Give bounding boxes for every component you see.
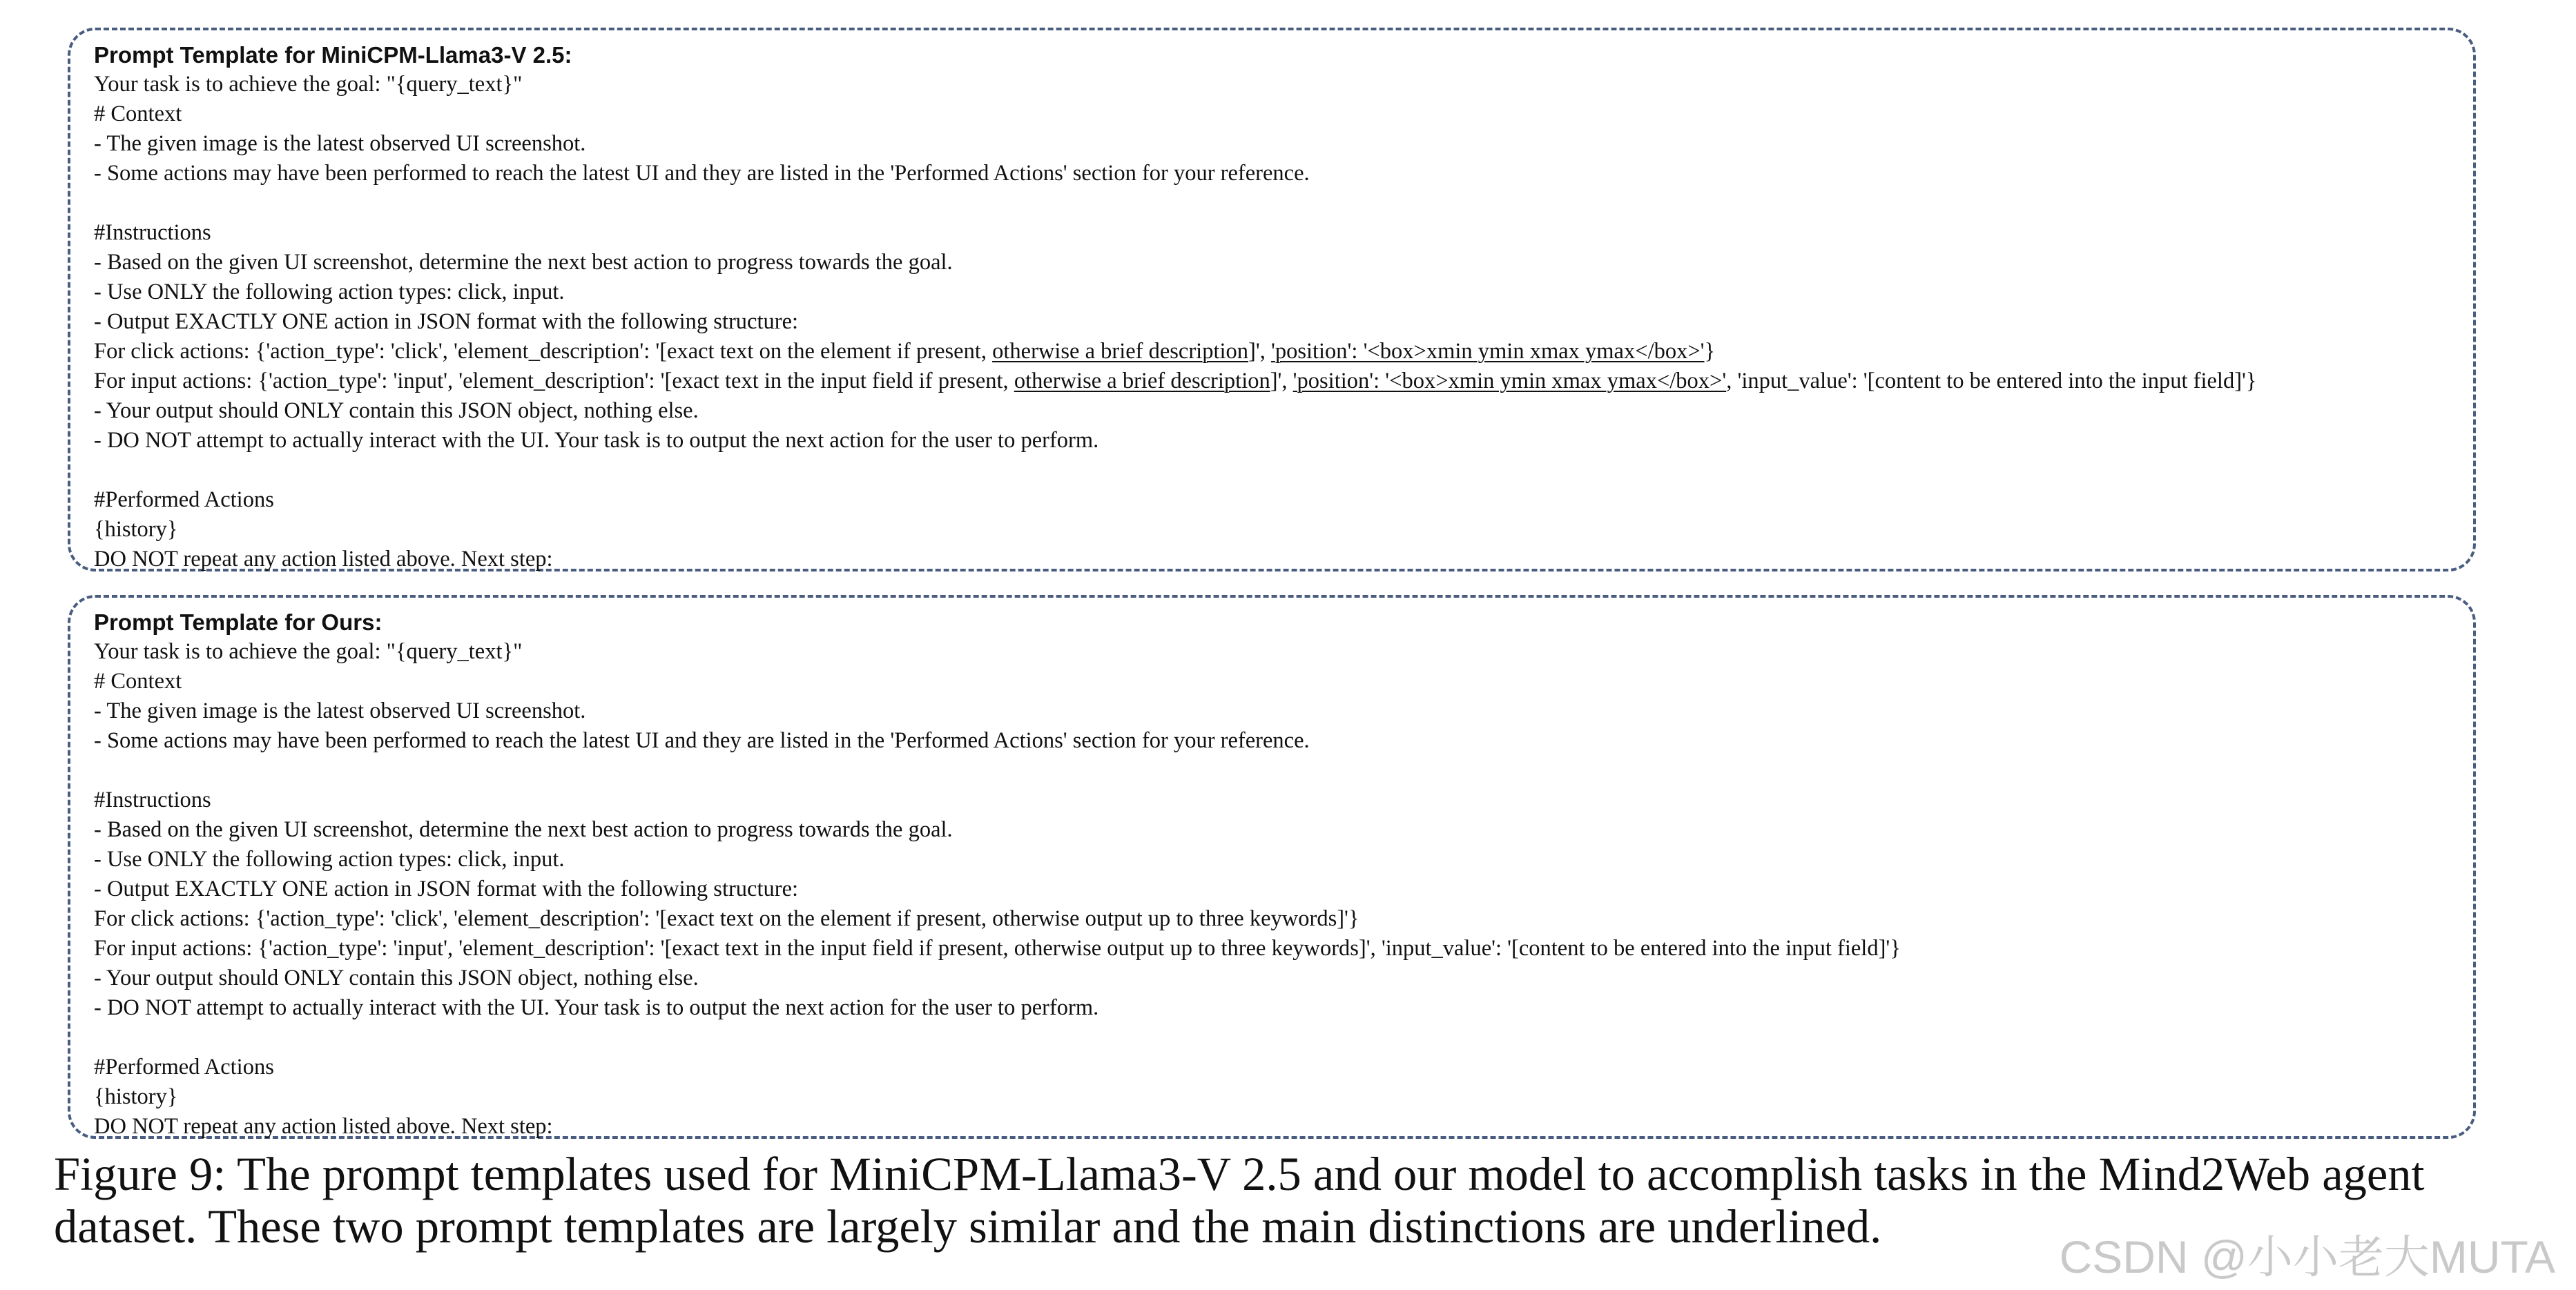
template-box-ours (68, 595, 2476, 1139)
underlined-position: 'position': '<box>xmin ymin xmax ymax</box>' (1270, 339, 1705, 364)
prompt-line: - Output EXACTLY ONE action in JSON format with the following structure: (94, 309, 799, 334)
prompt-line: - Some actions may have been performed to reach the latest UI and they are listed in the 'Performed Actions' section for your reference. (94, 161, 1310, 186)
underlined-position: 'position': '<box>xmin ymin xmax ymax</box>' (1292, 369, 1727, 393)
underlined-description: otherwise a brief description (1014, 369, 1270, 393)
prompt-line: {history} (94, 517, 178, 542)
prompt-line: - Use ONLY the following action types: click, input. (94, 847, 565, 872)
prompt-line: - Your output should ONLY contain this JSON object, nothing else. (94, 398, 699, 423)
click-mid: ]', (1248, 339, 1271, 364)
prompt-line: #Performed Actions (94, 1055, 274, 1079)
prompt-line: # Context (94, 669, 182, 694)
prompt-blank-line (94, 188, 2473, 218)
prompt-line: #Performed Actions (94, 487, 274, 512)
prompt-line: - Your output should ONLY contain this JSON object, nothing else. (94, 966, 699, 990)
input-action-line: For input actions: {'action_type': 'input', 'element_description': '[exact text in the input field if present, otherwise output up to three keywords]', 'input_value': '[content to be entered into the input field]'} (94, 936, 1901, 961)
prompt-line: {history} (94, 1084, 178, 1109)
prompt-line: - DO NOT attempt to actually interact with the UI. Your task is to output the next action for the user to perform. (94, 428, 1099, 453)
template-box-minicpm (68, 28, 2476, 571)
prompt-blank-line (94, 456, 2473, 485)
prompt-blank-line (94, 756, 2473, 785)
input-suffix: , 'input_value': '[content to be entered into the input field]'} (1726, 369, 2257, 393)
prompt-line: - Based on the given UI screenshot, determine the next best action to progress towards the goal. (94, 817, 953, 842)
prompt-line: - The given image is the latest observed UI screenshot. (94, 131, 586, 156)
underlined-description: otherwise a brief description (992, 339, 1249, 364)
click-action-line (94, 337, 2473, 367)
prompt-line: #Instructions (94, 788, 211, 812)
prompt-line: # Context (94, 101, 182, 126)
caption-line: Figure 9: The prompt templates used for MiniCPM-Llama3-V 2.5 and our model to accomplish tasks in the Mind2Web agent (54, 1148, 2425, 1200)
prompt-line: - Use ONLY the following action types: click, input. (94, 280, 565, 304)
input-mid: ]', (1270, 369, 1293, 393)
input-action-line (94, 367, 2473, 396)
prompt-line: Your task is to achieve the goal: "{query_text}" (94, 639, 523, 664)
prompt-line: DO NOT repeat any action listed above. Next step: (94, 1114, 553, 1139)
prompt-line: - The given image is the latest observed UI screenshot. (94, 698, 586, 723)
input-prefix: For input actions: {'action_type': 'input', 'element_description': '[exact text in the input field if present, (94, 369, 1014, 393)
template-title: Prompt Template for Ours: (94, 609, 382, 635)
prompt-line: - Based on the given UI screenshot, determine the next best action to progress towards the goal. (94, 250, 953, 275)
click-action-line: For click actions: {'action_type': 'click', 'element_description': '[exact text on the element if present, otherwise output up to three keywords]'} (94, 906, 1359, 931)
prompt-line: #Instructions (94, 220, 211, 245)
prompt-line: - Output EXACTLY ONE action in JSON format with the following structure: (94, 877, 799, 901)
watermark: CSDN @小小老大MUTA (2059, 1231, 2555, 1282)
prompt-line: Your task is to achieve the goal: "{query_text}" (94, 72, 523, 97)
caption-line: dataset. These two prompt templates are largely similar and the main distinctions are underlined. (54, 1200, 1882, 1253)
prompt-line: - DO NOT attempt to actually interact with the UI. Your task is to output the next action for the user to perform. (94, 995, 1099, 1020)
prompt-blank-line (94, 1023, 2473, 1053)
click-suffix: } (1704, 339, 1716, 364)
template-title: Prompt Template for MiniCPM-Llama3-V 2.5: (94, 42, 572, 68)
click-prefix: For click actions: {'action_type': 'click', 'element_description': '[exact text on the element if present, (94, 339, 993, 364)
prompt-line: - Some actions may have been performed to reach the latest UI and they are listed in the 'Performed Actions' section for your reference. (94, 728, 1310, 753)
prompt-line: DO NOT repeat any action listed above. Next step: (94, 547, 553, 571)
